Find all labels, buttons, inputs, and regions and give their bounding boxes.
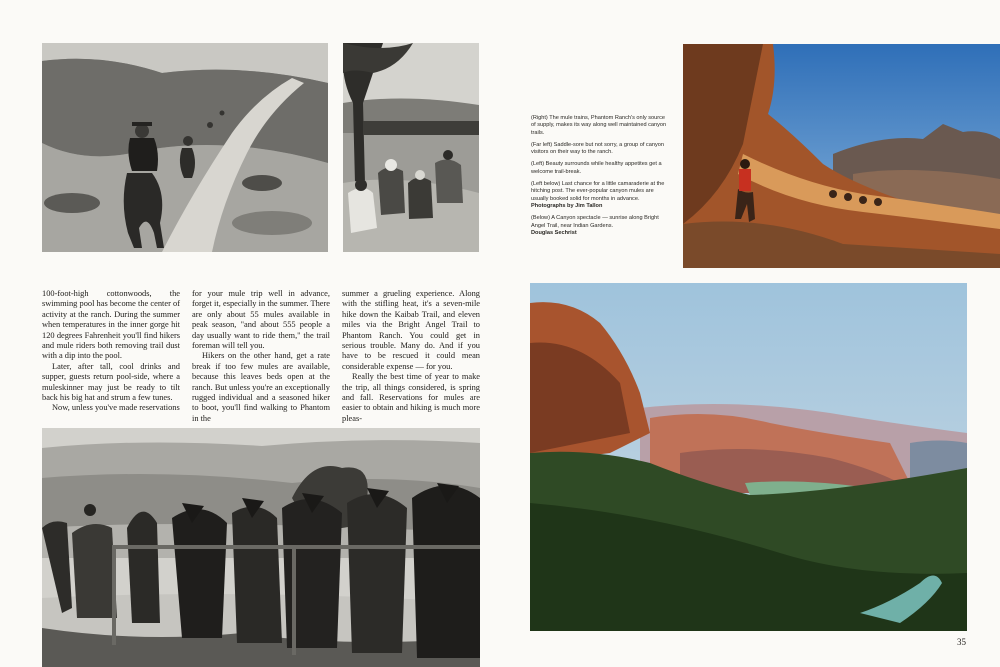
caption-left: (Left) Beauty surrounds while healthy appetites get a welcome trail-break.	[531, 161, 662, 175]
article-column-1	[42, 289, 180, 414]
article-paragraph: Now, unless you've made reservations	[52, 403, 180, 413]
article-paragraph: Later, after tall, cool drinks and supper, guests return pool-side, where a muleskinner may just be ready to tilt back his big hat and strum a few tunes.	[42, 361, 180, 403]
article-column-3	[342, 289, 480, 424]
photo-credit-tallon: Photographs by Jim Tallon	[531, 202, 603, 209]
article-paragraph: for your mule trip well in advance, forget it, especially in the summer. There are only about 55 mules available in peak season, "and about 555 people a day usually want to ride them," the trail foreman will tell you.	[192, 289, 330, 351]
article-paragraph: Really the best time of year to make the trip, all things considered, is spring and fall. Reservations for mules are easier to obtain and hiking is much more pleas-	[342, 372, 480, 423]
photo-hitching-post-mules	[42, 428, 480, 667]
photo-credit-sechrist: Douglas Sechrist	[531, 229, 577, 236]
caption-below: (Below) A Canyon spectacle — sunrise along Bright Angel Trail, near Indian Gardens.	[531, 215, 659, 229]
photo-captions	[531, 115, 671, 242]
article-paragraph: Hikers on the other hand, get a rate break if too few mules are available, because this leaves beds open at the ranch. But unless you're an exceptionally rugged individual and a seasoned hiker to boot, you'll find walking to Phantom in the	[192, 351, 330, 423]
photo-mule-train-cliff	[683, 44, 1000, 268]
caption-far-left: (Far left) Saddle-sore but not sorry, a group of canyon visitors on their way to the ranch.	[531, 141, 664, 156]
article-paragraph: 100-foot-high cottonwoods, the swimming pool has become the center of activity at the ranch. During the summer when temperatures in the inner gorge hit 120 degrees Fahrenheit you'll find hikers and mule riders both removing trail dust with a dip into the pool.	[42, 289, 180, 361]
caption-left-below: (Left below) Last chance for a little camaraderie at the hitching post. The ever-popular canyon mules are usually booked solid for months in advance.	[531, 181, 665, 202]
caption-right: (Right) The mule trains, Phantom Ranch's only source of supply, makes its way along well maintained canyon trails.	[531, 115, 667, 136]
article-paragraph: summer a grueling experience. Along with the stifling heat, it's a seven-mile hike down the Kaibab Trail, and eleven miles via the Bright Angel Trail to Phantom Ranch. You could get in serious trouble. Many do. And if you have to be rescued it could mean considerable expense — for you.	[342, 289, 480, 371]
photo-canyon-sunrise	[530, 283, 967, 631]
photo-trail-break-group	[343, 43, 479, 252]
page-number: 35	[957, 637, 966, 647]
photo-mule-riders-trail	[42, 43, 328, 252]
article-column-2	[192, 289, 330, 424]
